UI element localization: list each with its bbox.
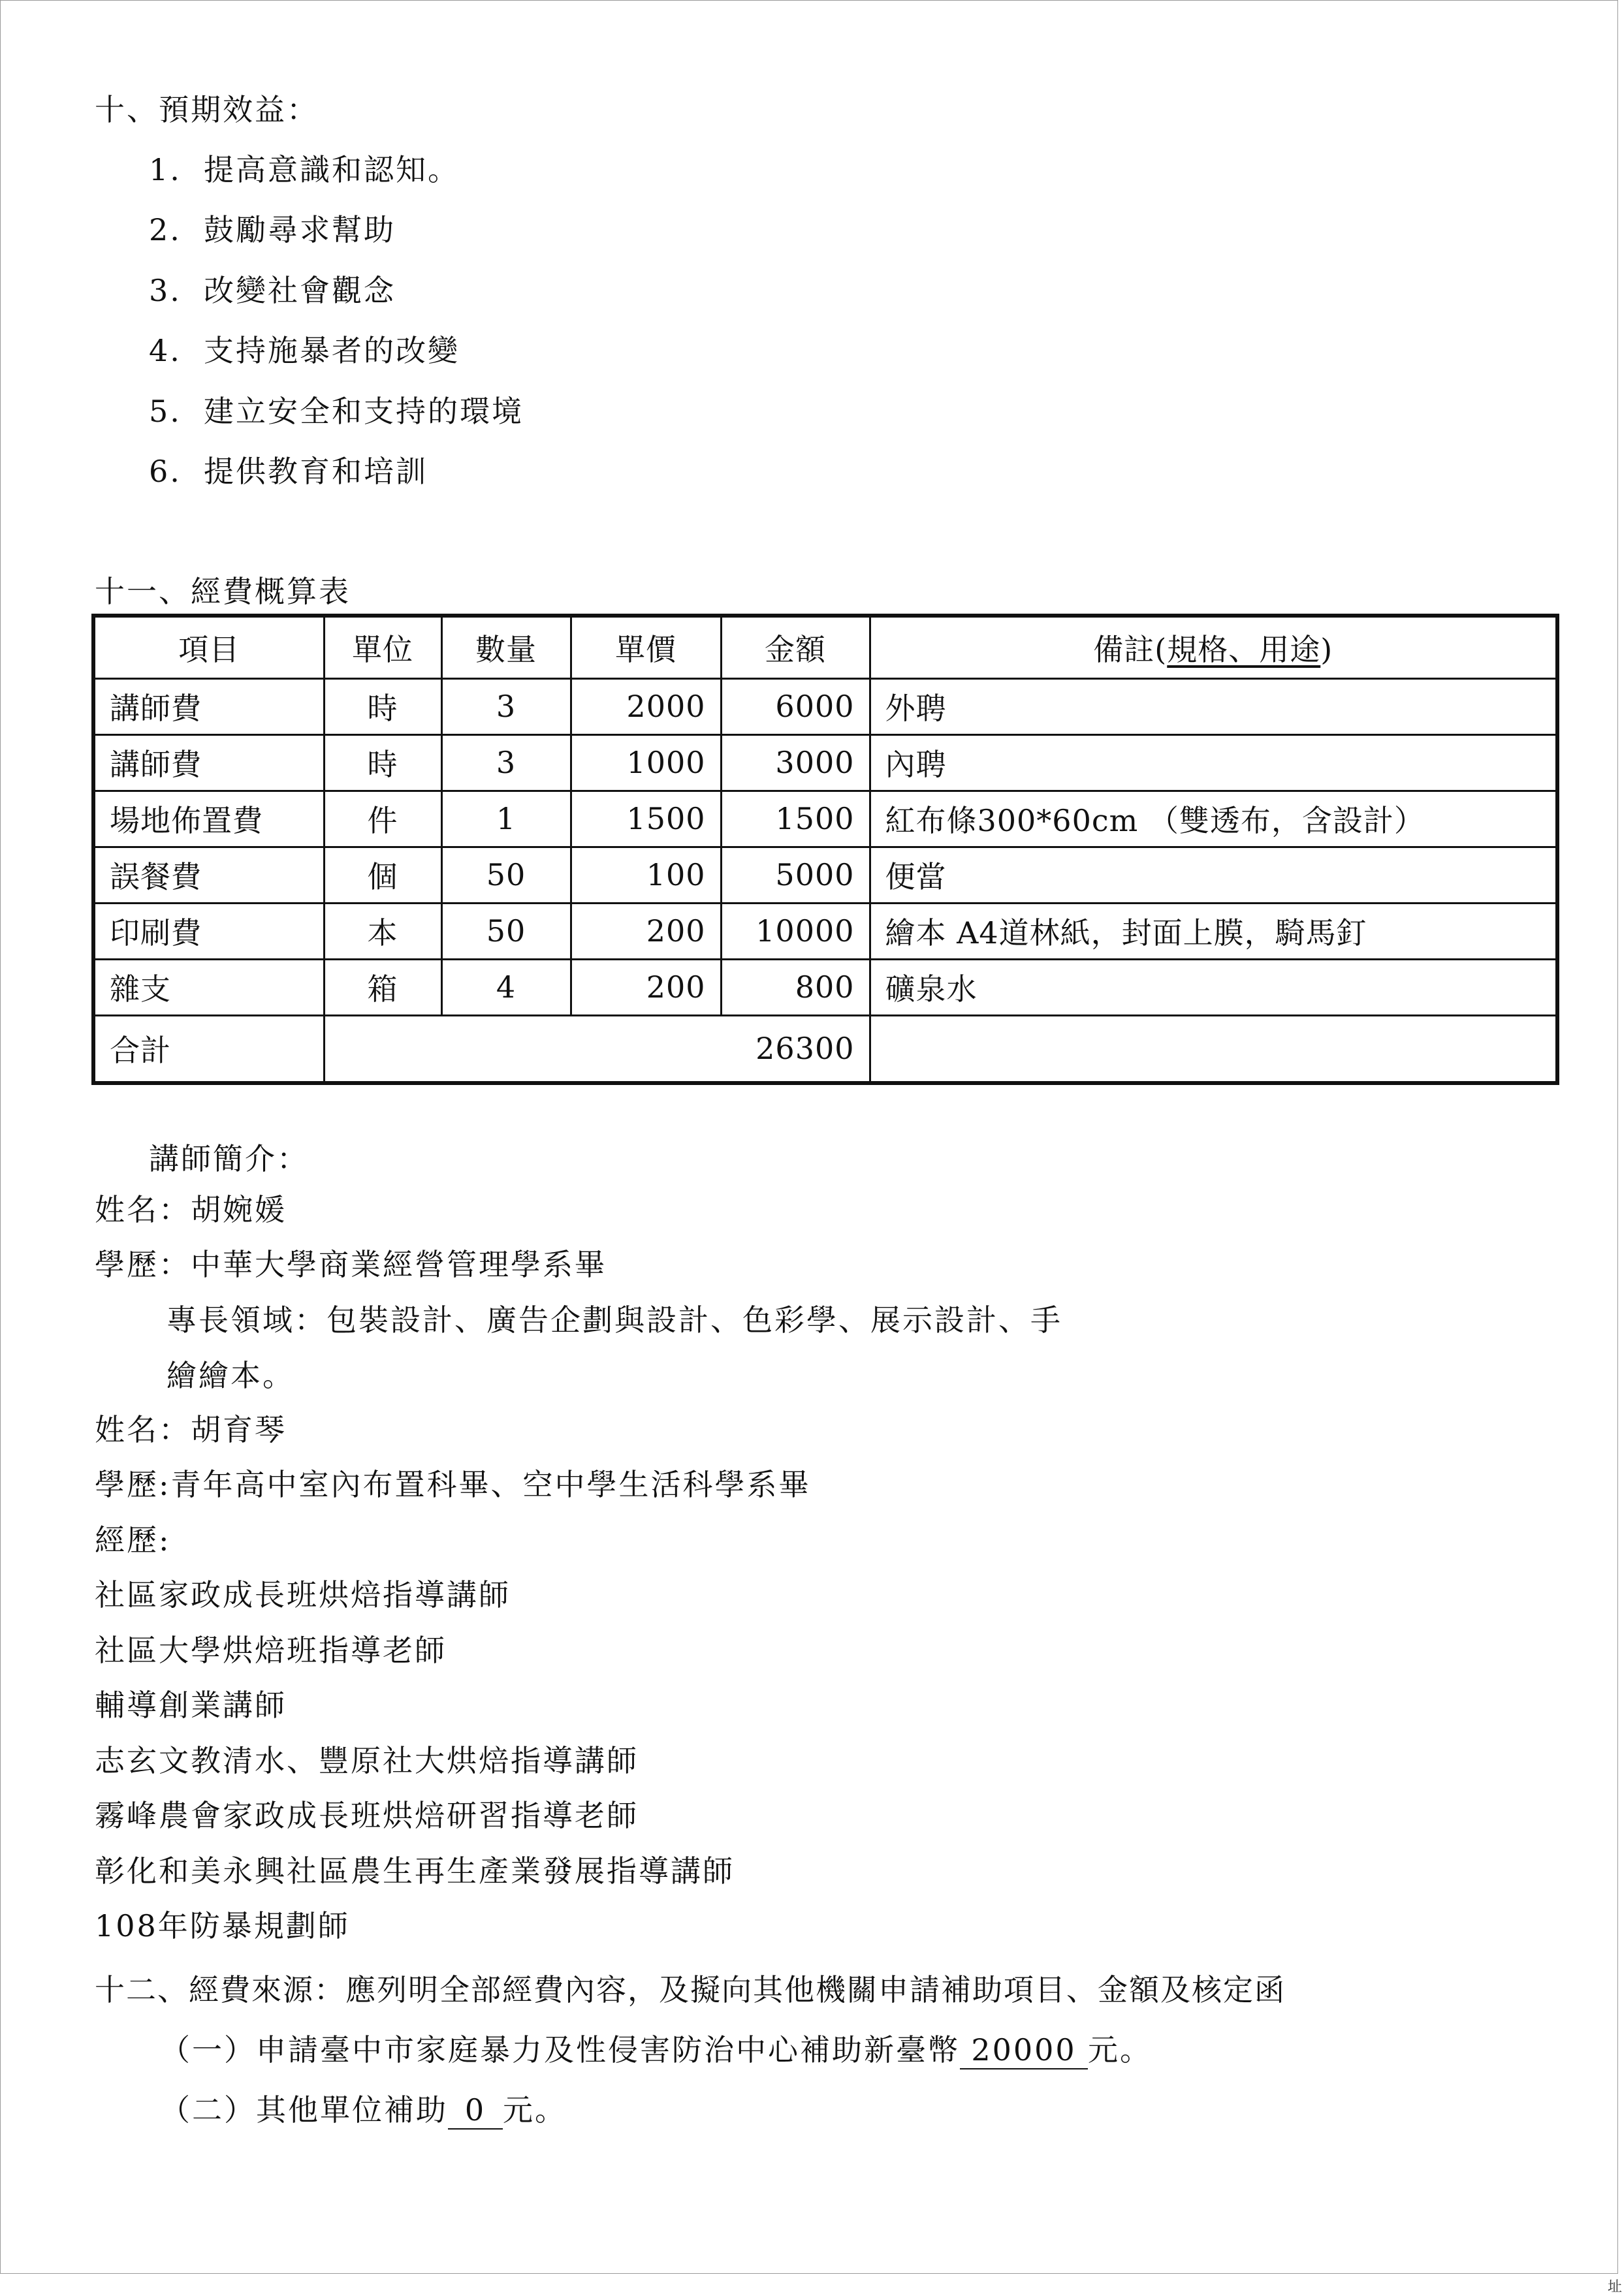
cell-amount: 3000 <box>721 734 870 791</box>
col-header-note <box>870 616 1557 678</box>
cell-unit: 時 <box>324 734 441 791</box>
table-row <box>93 959 1557 1015</box>
cell-price: 200 <box>571 959 721 1015</box>
benefit-text: 支持施暴者的改變 <box>204 333 460 368</box>
cell-price: 100 <box>571 847 721 903</box>
col-header-amount: 金額 <box>721 616 870 678</box>
cell-unit: 件 <box>324 791 441 847</box>
cell-price: 1000 <box>571 734 721 791</box>
benefit-text: 鼓勵尋求幫助 <box>204 212 396 247</box>
cell-price: 200 <box>571 903 721 959</box>
cell-item: 誤餐費 <box>93 847 324 903</box>
cell-note: 礦泉水 <box>870 959 1557 1015</box>
table-row <box>93 678 1557 734</box>
cell-unit: 箱 <box>324 959 441 1015</box>
table-row <box>93 734 1557 791</box>
benefit-text: 改變社會觀念 <box>204 273 396 308</box>
funding-line-2-prefix: （二）其他單位補助 <box>160 2092 448 2128</box>
cell-qty: 50 <box>441 847 571 903</box>
cell-amount: 800 <box>721 959 870 1015</box>
cell-unit: 時 <box>324 678 441 734</box>
cell-qty: 3 <box>441 734 571 791</box>
section12-heading: 十二、經費來源：應列明全部經費內容，及擬向其他機關申請補助項目、金額及核定函 <box>95 1972 1286 2007</box>
cell-note: 外聘 <box>870 678 1557 734</box>
benefit-num: 1. <box>149 152 182 187</box>
lecturer-line: 社區大學烘焙班指導老師 <box>95 1633 447 1668</box>
table-row <box>93 847 1557 903</box>
funding-line-2 <box>160 2090 567 2130</box>
cell-qty: 1 <box>441 791 571 847</box>
cell-qty: 4 <box>441 959 571 1015</box>
col-header-unit: 單位 <box>324 616 441 678</box>
cell-amount: 5000 <box>721 847 870 903</box>
funding-line-2-suffix: 元。 <box>503 2092 567 2128</box>
cell-amount: 6000 <box>721 678 870 734</box>
table-row <box>93 903 1557 959</box>
col-header-item: 項目 <box>93 616 324 678</box>
funding-amount-2: 0 <box>448 2092 503 2130</box>
benefit-num: 4. <box>149 333 182 368</box>
funding-amount-1: 20000 <box>960 2032 1088 2069</box>
benefit-text: 建立安全和支持的環境 <box>204 394 524 429</box>
budget-table <box>91 614 1559 1085</box>
cell-item: 講師費 <box>93 678 324 734</box>
cell-qty: 50 <box>441 903 571 959</box>
cell-amount: 1500 <box>721 791 870 847</box>
col-header-price: 單價 <box>571 616 721 678</box>
lecturer-line: 霧峰農會家政成長班烘焙研習指導老師 <box>95 1798 639 1833</box>
section10-heading: 十、預期效益： <box>95 92 319 127</box>
lecturer-line: 姓名：胡婉媛 <box>95 1192 287 1227</box>
lecturers-heading: 講師簡介： <box>149 1141 309 1176</box>
funding-line-1 <box>160 2030 1152 2069</box>
cell-item: 印刷費 <box>93 903 324 959</box>
cell-note: 繪本 A4道林紙，封面上膜，騎馬釘 <box>870 903 1557 959</box>
cell-unit: 個 <box>324 847 441 903</box>
lecturer-line: 輔導創業講師 <box>95 1688 287 1723</box>
col-header-qty: 數量 <box>441 616 571 678</box>
total-note-empty <box>870 1015 1557 1083</box>
cell-note: 內聘 <box>870 734 1557 791</box>
benefit-text: 提高意識和認知。 <box>204 152 460 187</box>
table-header-row <box>93 616 1557 678</box>
cell-unit: 本 <box>324 903 441 959</box>
lecturer-line: 學歷：中華大學商業經營管理學系畢 <box>95 1247 607 1282</box>
cell-price: 2000 <box>571 678 721 734</box>
lecturer-line: 經歷: <box>95 1522 171 1558</box>
benefit-num: 5. <box>149 394 182 429</box>
benefit-num: 6. <box>149 454 182 489</box>
benefit-text: 提供教育和培訓 <box>204 454 428 489</box>
lecturer-line: 社區家政成長班烘焙指導講師 <box>95 1577 511 1612</box>
lecturer-line: 繪繪本。 <box>167 1358 294 1393</box>
lecturer-line: 姓名：胡育琴 <box>95 1412 287 1447</box>
lecturer-line: 彰化和美永興社區農生再生產業發展指導講師 <box>95 1853 735 1889</box>
cell-amount: 10000 <box>721 903 870 959</box>
section11-heading: 十一、經費概算表 <box>95 574 351 609</box>
cell-price: 1500 <box>571 791 721 847</box>
lecturer-line: 志玄文教清水、豐原社大烘焙指導講師 <box>95 1743 639 1778</box>
note-header-mid: 規格、用途 <box>1167 631 1321 667</box>
funding-line-1-prefix: （一）申請臺中市家庭暴力及性侵害防治中心補助新臺幣 <box>160 2032 960 2068</box>
cell-item: 雜支 <box>93 959 324 1015</box>
table-row <box>93 791 1557 847</box>
funding-line-1-suffix: 元。 <box>1088 2032 1152 2068</box>
cell-note: 紅布條300*60cm （雙透布，含設計） <box>870 791 1557 847</box>
benefit-num: 2. <box>149 212 182 247</box>
lecturer-line: 專長領域：包裝設計、廣告企劃與設計、色彩學、展示設計、手 <box>167 1302 1062 1338</box>
benefit-num: 3. <box>149 273 182 308</box>
lecturer-line: 學歷:青年高中室內布置科畢、空中學生活科學系畢 <box>95 1467 811 1502</box>
total-label: 合計 <box>93 1015 324 1083</box>
cell-qty: 3 <box>441 678 571 734</box>
note-header-suffix: ) <box>1320 631 1333 667</box>
corner-mark: 址 <box>1608 2279 1622 2295</box>
cell-item: 場地佈置費 <box>93 791 324 847</box>
table-total-row <box>93 1015 1557 1083</box>
cell-note: 便當 <box>870 847 1557 903</box>
note-header-prefix: 備註( <box>1093 631 1168 667</box>
lecturer-line: 108年防暴規劃師 <box>95 1908 350 1943</box>
cell-item: 講師費 <box>93 734 324 791</box>
total-value: 26300 <box>324 1015 870 1083</box>
